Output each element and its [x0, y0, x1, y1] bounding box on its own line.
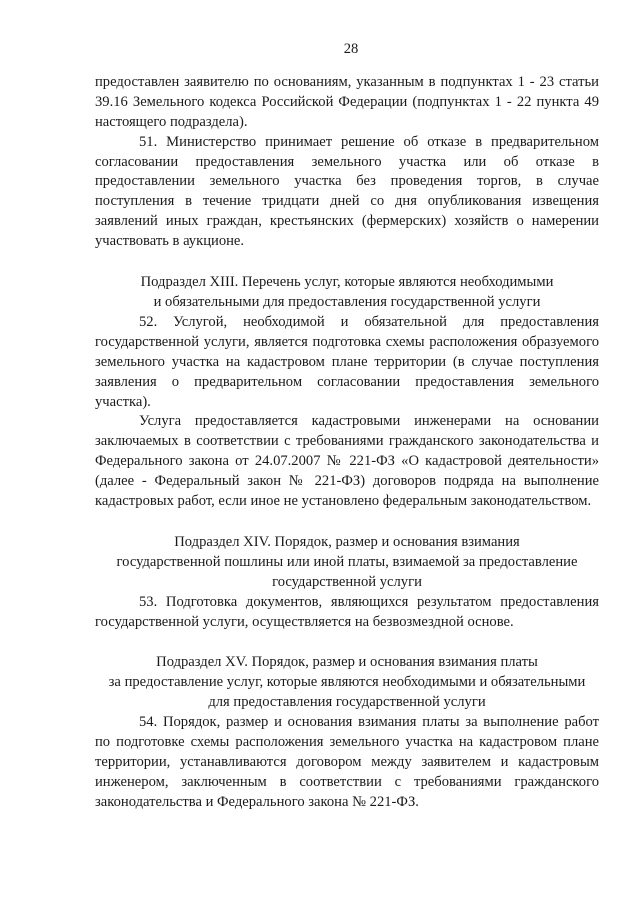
heading-line: для предоставления государственной услуги — [208, 694, 486, 711]
heading-line: Подраздел XIII. Перечень услуг, которые являются необходимыми — [140, 274, 554, 291]
paragraph-52: 52. Услугой, необходимой и обязательной для предоставления государственной услуги, является подготовка схемы расположения образуемого земельного участка на кадастровом плане территории (в случае поступления заявления о предварительном согласовании предоставления земельного участка). — [95, 313, 599, 410]
heading-line: государственной услуги — [272, 573, 422, 590]
subsection-heading-14 — [95, 533, 599, 593]
heading-line: государственной пошлины или иной платы, взимаемой за предоставление — [116, 553, 578, 570]
heading-line: Подраздел XV. Порядок, размер и основания взимания платы — [156, 654, 538, 671]
paragraph-53: 53. Подготовка документов, являющихся результатом предоставления государственной услуги, осуществляется на безвозмездной основе. — [95, 593, 599, 630]
document-page — [95, 40, 599, 813]
heading-line: и обязательными для предоставления государственной услуги — [153, 293, 541, 310]
heading-line: за предоставление услуг, которые являются необходимыми и обязательными — [108, 674, 586, 691]
paragraph-51: 51. Министерство принимает решение об отказе в предварительном согласовании предоставления земельного участка или об отказе в предоставлении земельного участка без проведения торгов, в случае поступления в течение тридцати дней со дня опубликования извещения заявлений иных граждан, крестьянских (фермерских) хозяйств о намерении участвовать в аукционе. — [95, 133, 599, 250]
paragraph-54: 54. Порядок, размер и основания взимания платы за выполнение работ по подготовке схемы расположения земельного участка на кадастровом плане территории, устанавливаются договором между заявителем и кадастровым инженером, заключенным в соответствии с требованиями гражданского законодательства и Федерального закона № 221-ФЗ. — [95, 714, 599, 810]
page-number: 28 — [343, 41, 359, 57]
subsection-heading-13 — [95, 273, 599, 313]
paragraph-50-continuation: предоставлен заявителю по основаниям, указанным в подпунктах 1 - 23 статьи 39.16 Земельного кодекса Российской Федерации (подпунктах 1 - 22 пункта 49 настоящего подраздела). — [95, 73, 599, 130]
subsection-heading-15 — [95, 653, 599, 713]
heading-line: Подраздел XIV. Порядок, размер и основания взимания — [174, 533, 520, 550]
paragraph-52-service-providers: Услуга предоставляется кадастровыми инженерами на основании заключаемых в соответствии с требованиями гражданского законодательства и Федерального закона от 24.07.2007 № 221-ФЗ «О кадастровой деятельности» (далее - Федеральный закон № 221-ФЗ) договоров подряда на выполнение кадастровых работ, если иное не установлено федеральным законодательством. — [95, 413, 599, 510]
